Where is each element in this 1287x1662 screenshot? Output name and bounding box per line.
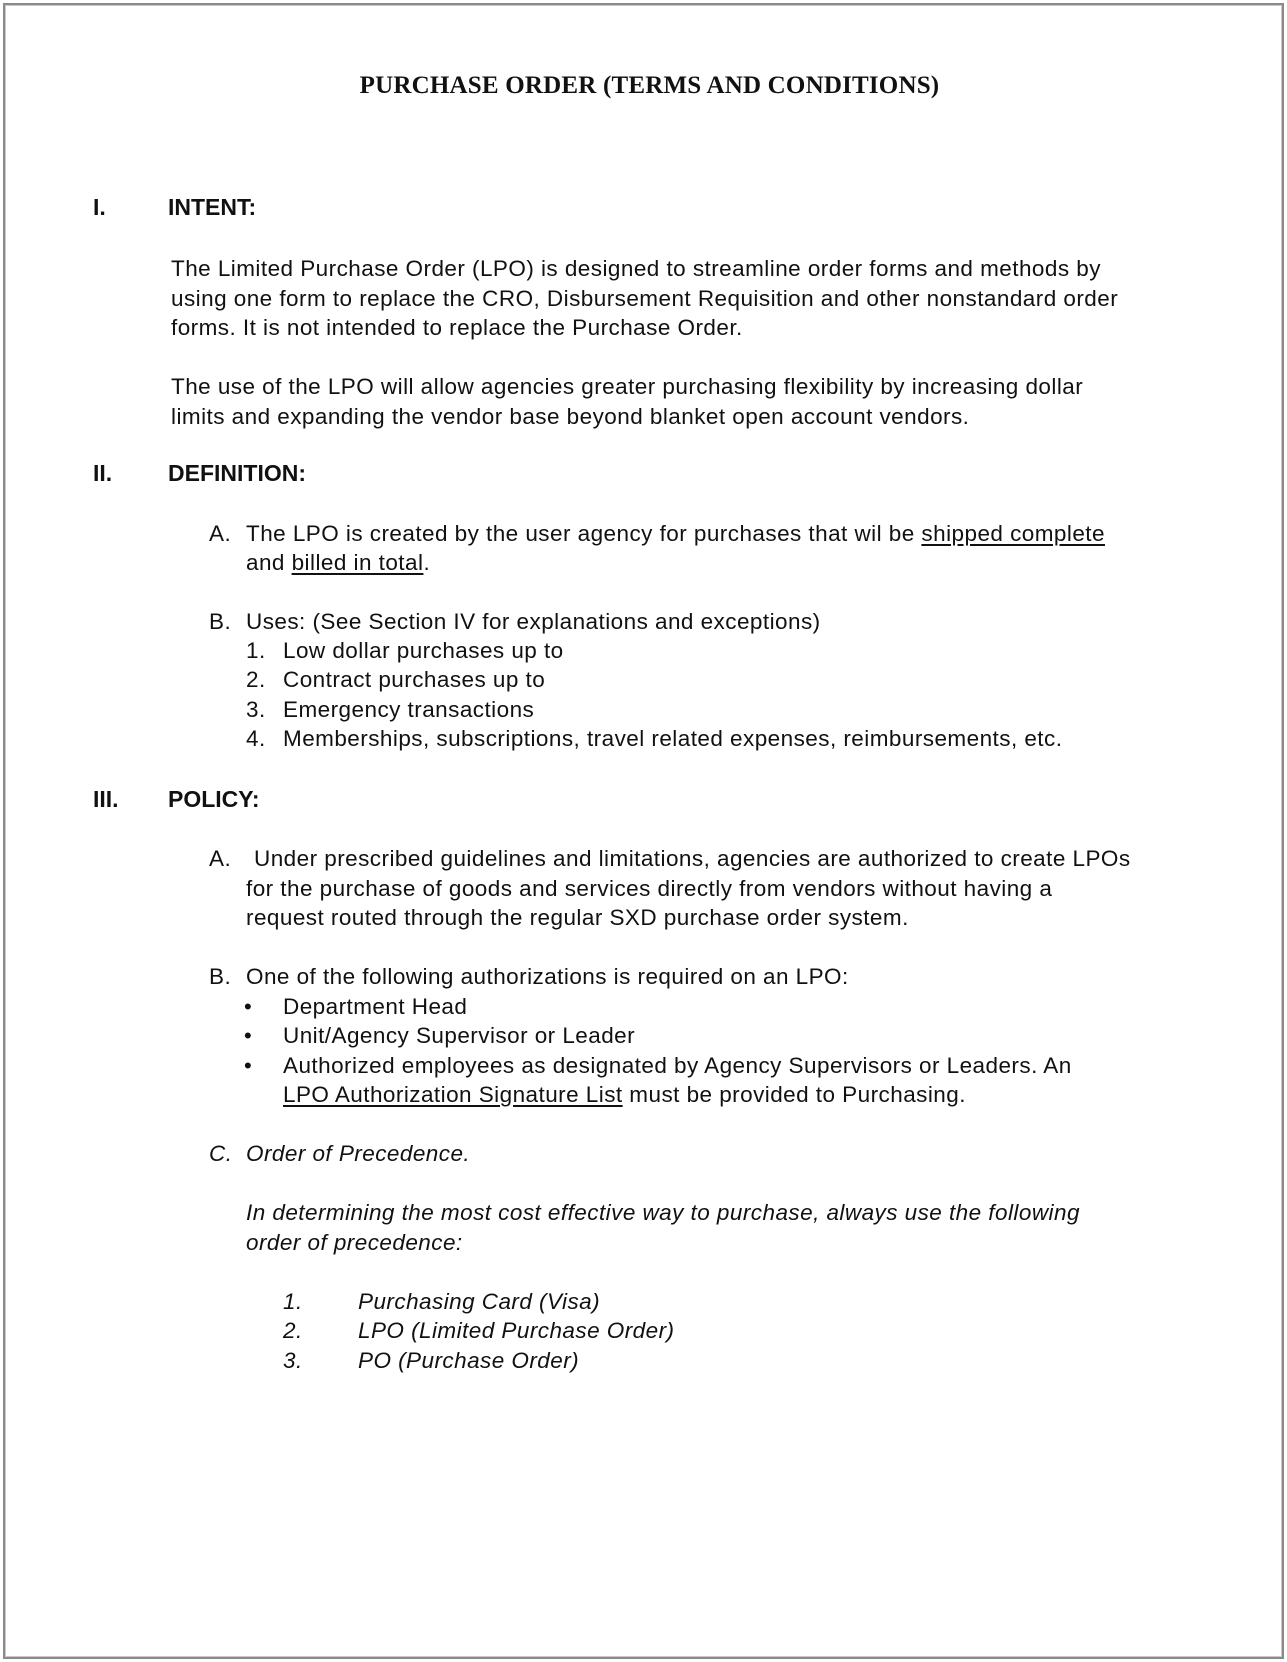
precedence-number: 3. [283, 1348, 303, 1373]
authorization-item: Department Head [283, 994, 468, 1019]
policy-a-line: request routed through the regular SXD purchase order system. [246, 905, 909, 930]
bullet-icon: • [244, 1023, 252, 1048]
uses-item-text: Emergency transactions [283, 697, 535, 722]
section-heading-intent: INTENT: [168, 194, 257, 220]
definition-a-line-1 [246, 519, 1105, 549]
policy-a-line: for the purchase of goods and services directly from vendors without having a [246, 876, 1053, 901]
text-line: forms. It is not intended to replace the Purchase Order. [171, 315, 743, 340]
uses-item-text: Low dollar purchases up to [283, 638, 564, 663]
section-numeral-intent: I. [93, 194, 106, 220]
section-numeral-policy: III. [93, 786, 119, 812]
document-page [3, 3, 1284, 1659]
section-numeral-definition: II. [93, 460, 113, 486]
policy-c-paragraph-line: In determining the most cost effective way to purchase, always use the following [246, 1200, 1080, 1225]
definition-b-marker: B. [209, 609, 232, 634]
intent-paragraph-2 [171, 372, 1191, 431]
billed-in-total-term: billed in total [291, 550, 424, 575]
authorization-item: Unit/Agency Supervisor or Leader [283, 1023, 636, 1048]
uses-item-number: 3. [246, 697, 266, 722]
bullet-icon: • [244, 994, 252, 1019]
policy-a-marker: A. [209, 846, 232, 871]
text-line: using one form to replace the CRO, Disbursement Requisition and other nonstandard order [171, 285, 1119, 311]
policy-c-title: Order of Precedence. [246, 1141, 471, 1166]
policy-a-line: Under prescribed guidelines and limitations, agencies are authorized to create LPOs [254, 846, 1131, 871]
uses-item-text: Memberships, subscriptions, travel related expenses, reimbursements, etc. [283, 726, 1063, 751]
authorization-item-continued [283, 1080, 966, 1110]
text-line: limits and expanding the vendor base beyond blanket open account vendors. [171, 403, 970, 429]
policy-c-marker: C. [209, 1141, 233, 1166]
uses-item-number: 4. [246, 726, 266, 751]
policy-c-paragraph-line: order of precedence: [246, 1230, 463, 1255]
document-title: PURCHASE ORDER (TERMS AND CONDITIONS) [359, 72, 940, 99]
definition-a-period: . [423, 550, 431, 575]
intent-paragraph-1 [171, 254, 1191, 343]
policy-b-marker: B. [209, 964, 232, 989]
uses-item-number: 1. [246, 638, 266, 663]
definition-b-text: Uses: (See Section IV for explanations and exceptions) [246, 609, 821, 634]
bullet-icon: • [244, 1053, 252, 1078]
lpo-signature-list-term: LPO Authorization Signature List [283, 1082, 623, 1107]
uses-item-text: Contract purchases up to [283, 667, 546, 692]
authorization-item: Authorized employees as designated by Agency Supervisors or Leaders. An [283, 1053, 1072, 1078]
definition-a-text: The LPO is created by the user agency for purchases that wil be [246, 521, 915, 546]
precedence-number: 2. [283, 1318, 303, 1343]
authorization-item-rest: must be provided to Purchasing. [622, 1082, 966, 1107]
precedence-text: Purchasing Card (Visa) [358, 1289, 601, 1314]
precedence-number: 1. [283, 1289, 303, 1314]
uses-item-number: 2. [246, 667, 266, 692]
text-line: The use of the LPO will allow agencies greater purchasing flexibility by increasing dollar [171, 374, 1084, 399]
section-heading-policy: POLICY: [168, 786, 260, 812]
text-line: The Limited Purchase Order (LPO) is designed to streamline order forms and methods by [171, 256, 1101, 281]
definition-a-marker: A. [209, 521, 232, 546]
section-heading-definition: DEFINITION: [168, 460, 306, 486]
definition-a-text: and [246, 550, 285, 575]
precedence-text: LPO (Limited Purchase Order) [358, 1318, 675, 1343]
precedence-text: PO (Purchase Order) [358, 1348, 580, 1373]
policy-b-text: One of the following authorizations is required on an LPO: [246, 964, 849, 989]
definition-a-line-2 [246, 548, 430, 578]
shipped-complete-term: shipped complete [921, 521, 1105, 546]
